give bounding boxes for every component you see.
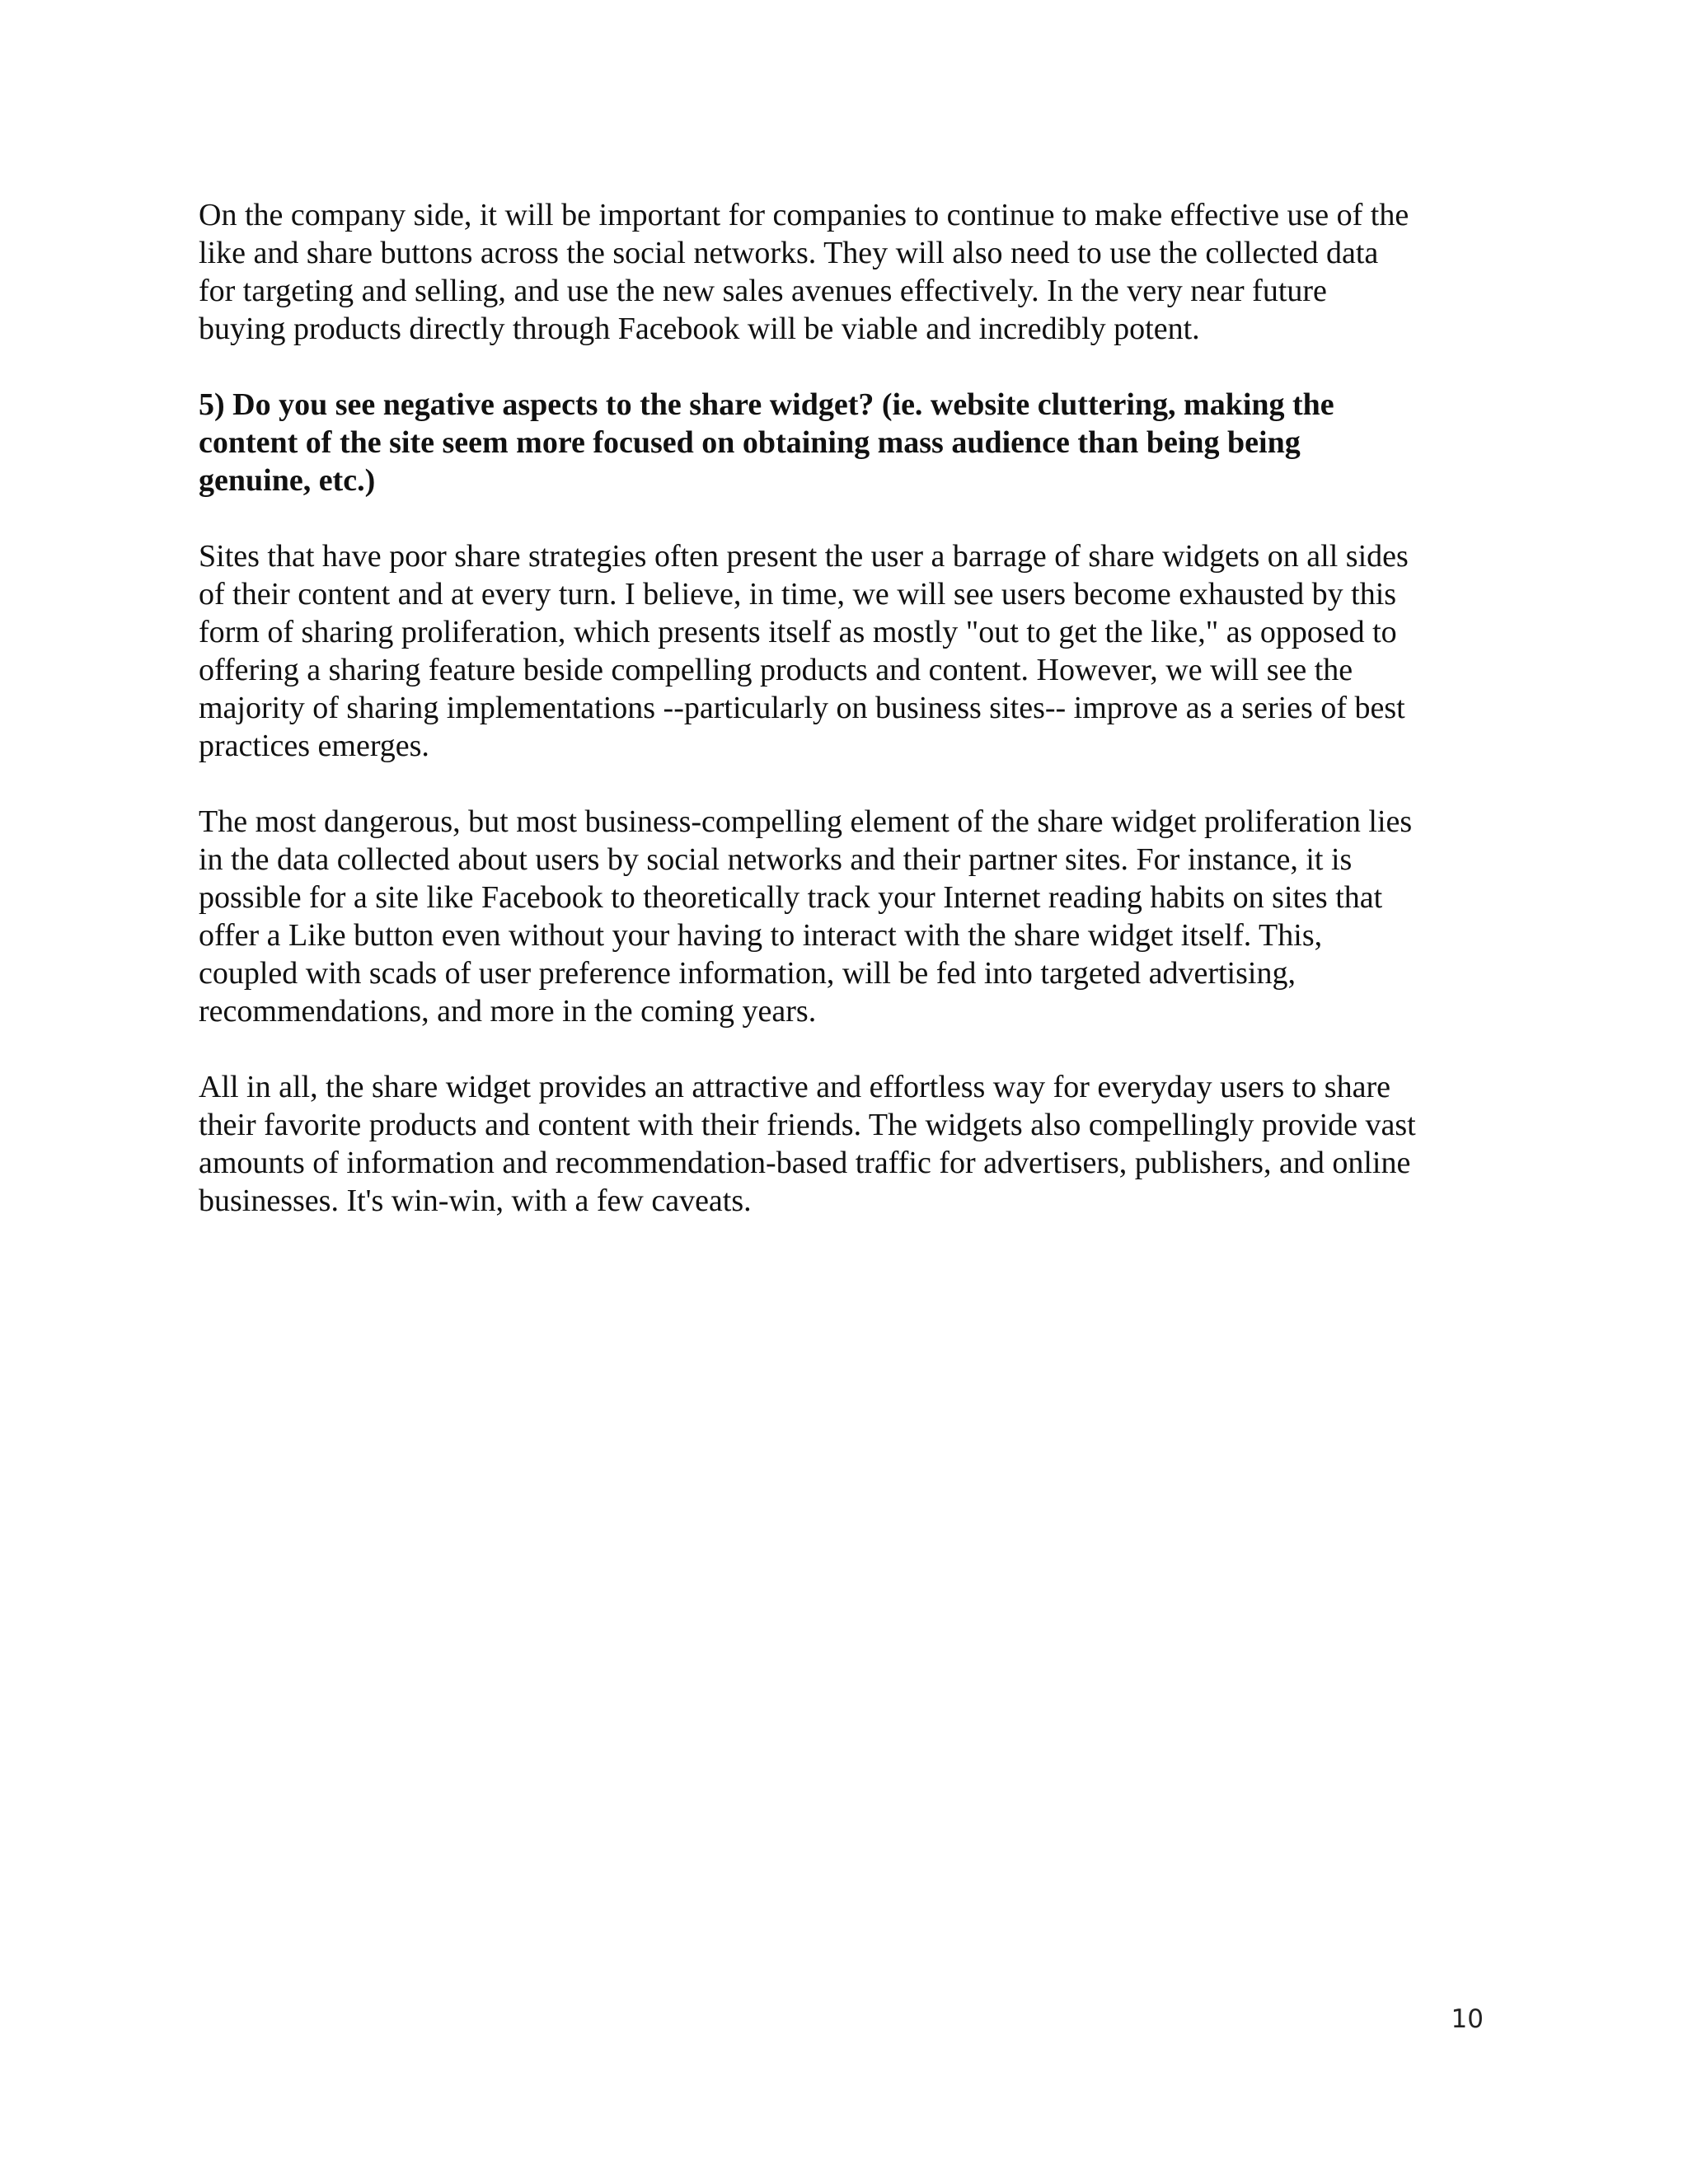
page-number: 10 xyxy=(1451,2004,1484,2034)
paragraph-conclusion: All in all, the share widget provides an attractive and effortless way for everyday users to share their favorite products and content with their friends. The widgets also compellingly provide vast amounts of information and recommendation-based traffic for advertisers, publishers, and online businesses. It's win-win, with a few caveats. xyxy=(199,1070,1416,1218)
paragraph-poor-share-strategies: Sites that have poor share strategies often present the user a barrage of share widgets on all sides of their content and at every turn. I believe, in time, we will see users become exhausted by this form of sharing proliferation, which presents itself as mostly "out to get the like," as opposed to offering a sharing feature beside compelling products and content. However, we will see the majority of sharing implementations --particularly on business sites-- improve as a series of best practices emerges. xyxy=(199,539,1409,763)
question-heading-5: 5) Do you see negative aspects to the share widget? (ie. website cluttering, making the content of the site seem more focused on obtaining mass audience than being being genuine, etc.) xyxy=(199,387,1334,498)
paragraph-data-collection: The most dangerous, but most business-compelling element of the share widget proliferation lies in the data collected about users by social networks and their partner sites. For instance, it is possible for a site like Facebook to theoretically track your Internet reading habits on sites that offer a Like button even without your having to interact with the share widget itself. This, coupled with scads of user preference information, will be fed into targeted advertising, recommendations, and more in the coming years. xyxy=(199,804,1413,1029)
paragraph-company-side: On the company side, it will be important for companies to continue to make effective use of the like and share buttons across the social networks. They will also need to use the collected data for targeting and selling, and use the new sales avenues effectively. In the very near future buying products directly through Facebook will be viable and incredibly potent. xyxy=(199,198,1409,346)
document-body xyxy=(199,196,1493,1258)
